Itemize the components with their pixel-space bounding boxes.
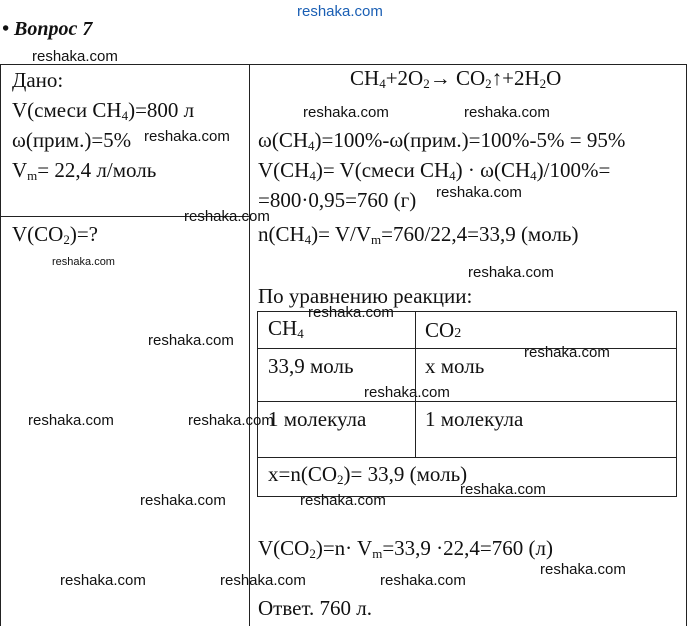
methane-volume-result: =800·0,95=760 (г) xyxy=(258,188,417,212)
w-s1: 4 xyxy=(308,138,315,153)
given-header: Дано: xyxy=(12,68,64,92)
vol-s1: 2 xyxy=(309,546,316,561)
n-p1: n(CH xyxy=(258,222,305,246)
watermark: reshaka.com xyxy=(380,572,466,589)
eq-s3: 2 xyxy=(485,76,492,91)
given-line1-a: V(смеси CH xyxy=(12,98,122,122)
watermark: reshaka.com xyxy=(460,481,546,498)
watermark: reshaka.com xyxy=(144,128,230,145)
watermark: reshaka.com xyxy=(303,104,389,121)
find-b: )=? xyxy=(69,222,99,246)
v-p1: V(CH xyxy=(258,158,310,182)
watermark: reshaka.com xyxy=(540,561,626,578)
inner-table-right xyxy=(676,311,677,496)
n-s2: m xyxy=(371,232,382,247)
moles-line xyxy=(258,222,579,248)
given-line1-sub: 4 xyxy=(121,108,129,123)
eq-p1: CH xyxy=(350,66,380,90)
r3-p1: x=n(CO xyxy=(268,462,338,486)
vol-p1: V(CO xyxy=(258,536,310,560)
v-s1: 4 xyxy=(309,168,316,183)
watermark: reshaka.com xyxy=(184,208,270,225)
v-p3: ) · ω(CH xyxy=(455,158,531,182)
watermark: reshaka.com xyxy=(52,256,115,268)
inner-table-left xyxy=(257,311,258,496)
r3-p2: )= 33,9 (моль) xyxy=(343,462,468,486)
r3-s1: 2 xyxy=(337,472,344,487)
inner-result-row xyxy=(268,462,467,488)
th2-sup: 2 xyxy=(454,326,462,341)
inner-cell-co2-molecule: 1 молекула xyxy=(425,407,524,431)
eq-s4: 2 xyxy=(539,76,547,91)
vol-p2: )=n· V xyxy=(315,536,373,560)
given-mixture-volume xyxy=(12,98,194,124)
find-quantity xyxy=(12,222,98,248)
co2-volume-line xyxy=(258,536,553,562)
table-left-border xyxy=(0,64,1,626)
v-p4: )/100%= xyxy=(536,158,611,182)
given-line3-b: = 22,4 л/моль xyxy=(37,158,157,182)
watermark: reshaka.com xyxy=(308,304,394,321)
v-s3: 4 xyxy=(530,168,537,183)
eq-p5: O xyxy=(546,66,562,90)
find-a: V(CO xyxy=(12,222,64,246)
find-sub: 2 xyxy=(63,232,70,247)
inner-header-ch4 xyxy=(268,316,304,342)
given-line1-b: )=800 л xyxy=(128,98,195,122)
eq-p3: → CO xyxy=(429,66,486,90)
table-column-divider xyxy=(249,64,250,626)
watermark-top[interactable]: reshaka.com xyxy=(297,3,383,20)
watermark: reshaka.com xyxy=(28,412,114,429)
n-s1: 4 xyxy=(304,232,312,247)
given-line3-sub: m xyxy=(27,168,38,183)
given-molar-volume xyxy=(12,158,156,184)
watermark: reshaka.com xyxy=(188,412,274,429)
watermark: reshaka.com xyxy=(220,572,306,589)
watermark: reshaka.com xyxy=(300,492,386,509)
n-p2: )= V/V xyxy=(311,222,372,246)
reaction-equation xyxy=(350,66,561,92)
th1-sub: 4 xyxy=(297,326,304,341)
th1: CH xyxy=(268,316,298,340)
v-s2: 4 xyxy=(449,168,456,183)
watermark: reshaka.com xyxy=(32,48,118,65)
by-equation-heading: По уравнению реакции: xyxy=(258,284,473,308)
watermark: reshaka.com xyxy=(364,384,450,401)
inner-header-co2 xyxy=(425,318,461,343)
vol-s2: m xyxy=(372,546,383,561)
w-p1: ω(CH xyxy=(258,128,308,152)
watermark: reshaka.com xyxy=(436,184,522,201)
inner-cell-ch4-moles: 33,9 моль xyxy=(268,354,354,378)
answer: Ответ. 760 л. xyxy=(258,596,373,620)
methane-volume-line xyxy=(258,158,610,184)
inner-cell-co2-moles: x моль xyxy=(425,354,485,378)
watermark: reshaka.com xyxy=(148,332,234,349)
watermark: reshaka.com xyxy=(524,344,610,361)
n-p3: =760/22,4=33,9 (моль) xyxy=(381,222,579,246)
v-p2: )= V(смеси CH xyxy=(315,158,450,182)
eq-p4: ↑+2H xyxy=(491,66,540,90)
inner-table-row1 xyxy=(257,348,677,349)
watermark: reshaka.com xyxy=(464,104,550,121)
eq-s1: 4 xyxy=(379,76,386,91)
watermark: reshaka.com xyxy=(140,492,226,509)
inner-cell-ch4-molecule: 1 молекула xyxy=(268,407,367,431)
watermark: reshaka.com xyxy=(468,264,554,281)
w-p2: )=100%-ω(прим.)=100%-5% = 95% xyxy=(314,128,626,152)
given-line3-a: V xyxy=(12,158,28,182)
inner-table-row3 xyxy=(257,457,677,458)
watermark: reshaka.com xyxy=(60,572,146,589)
inner-table-row2 xyxy=(257,401,677,402)
eq-s2: 2 xyxy=(423,76,430,91)
th2: CO xyxy=(425,318,455,342)
mass-fraction-line xyxy=(258,128,625,154)
given-impurity: ω(прим.)=5% xyxy=(12,128,132,152)
question-title: • Вопрос 7 xyxy=(2,18,93,40)
eq-p2: +2O xyxy=(385,66,424,90)
vol-p3: =33,9 ·22,4=760 (л) xyxy=(382,536,553,560)
